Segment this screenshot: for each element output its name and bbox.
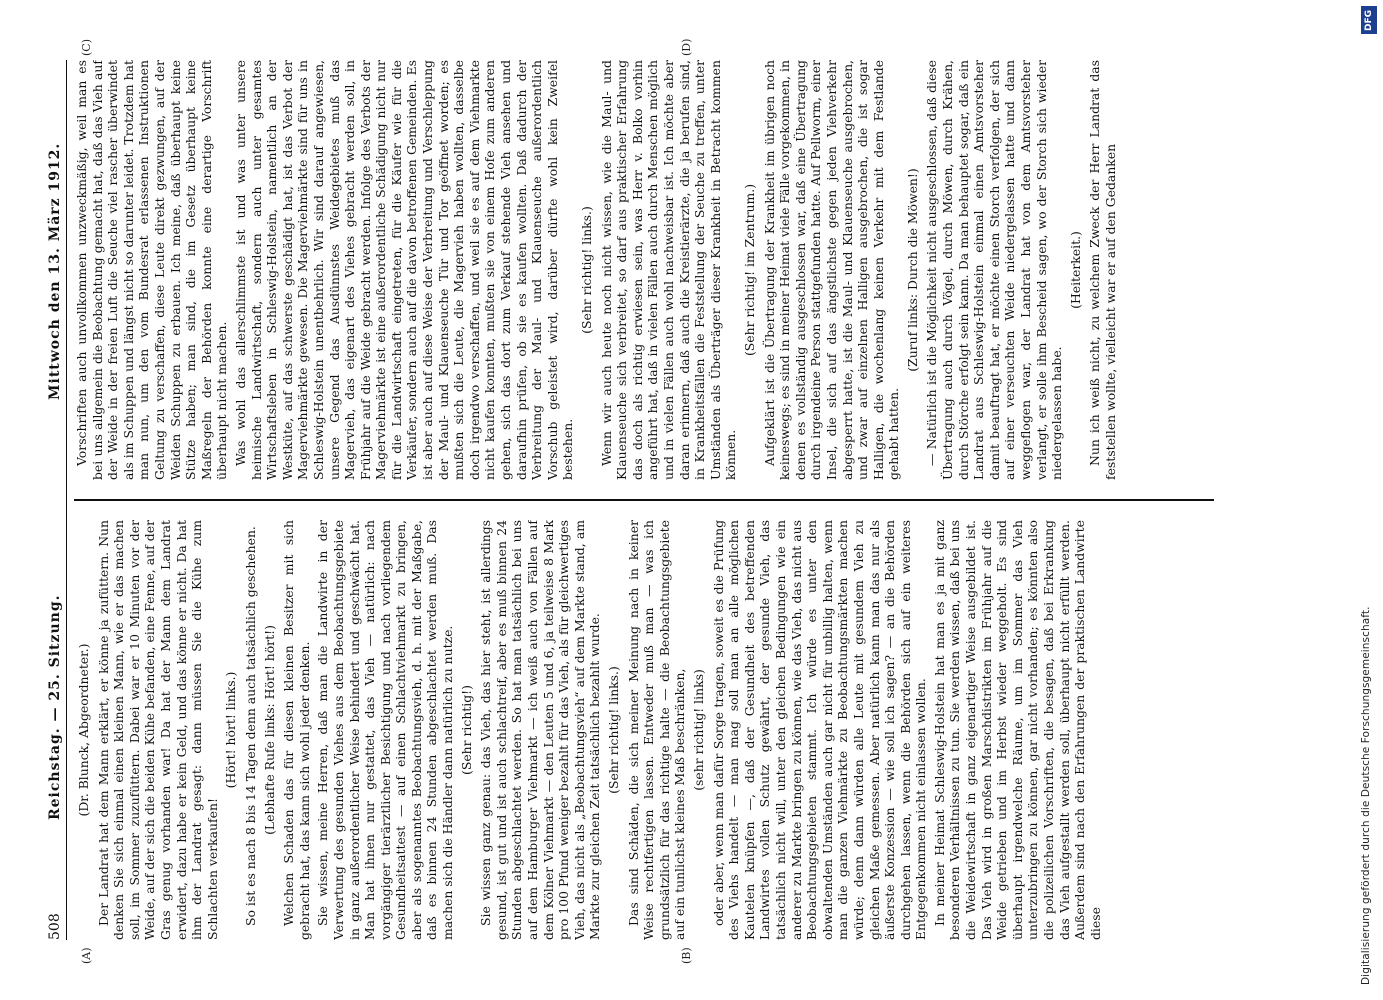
paragraph: Das sind Schäden, die sich meiner Meinung nach in keiner Weise rechtfertigen lassen. Entweder muß man — was ich grundsätzlich für das richtige halte — die Beobachtungsgebiete auf ein tunlichst kleines Maß beschränken, <box>625 520 688 940</box>
page-header <box>42 60 67 940</box>
paragraph: Sie wissen, meine Herren, daß man die Landwirte in der Verwertung des gesunden Viehes aus dem Beobachtungsgebiete in ganz außerordentlicher Weise behindert und geschwächt hat. Man hat ihnen nur gestattet, das Vieh — natürlich: nach vorgängiger tierärztlicher Besichtigung und nach vorliegendem Gesundheitsattest — auf einen Schlachtviehmarkt zu bringen, aber als sogenanntes Beobachtungsvieh, d. h. mit der Maßgabe, daß es binnen 24 Stunden abgeschlachtet werden muß. Das machen sich die Händler dann natürlich zu nutze. <box>315 520 456 940</box>
paragraph: Was wohl das allerschlimmste ist und was unter unsere heimische Landwirtschaft, sondern auch unter gesamtes Wirtschaftsleben in Schleswig-Holstein, namentlich an der Westküte, auf das schwerste geschädigt hat, ist das Verbot der Magerviehmärkte gewesen. Die Magerviehmärkte sind für uns in Schleswig-Holstein unentbehrlich. Wir sind darauf angewiesen, unsere Gegend das Ausdünnstes Weidegebietes muß das Magervieh, das eigenart des Viehes gebracht werden soll, in Frühjahr auf die Weide gebracht werden. Infolge des Verbots der Magerviehmärkte ist eine außerordentliche Schädigung nicht nur für die Landwirtschaft eingetreten, für die Käufer wie für die Verkäufer, sondern auch auf die davon betroffenen Gemeinden. Es ist aber auch auf diese Weise der Verbreitung und Verschleppung der Maul- und Klauenseuche Tür und Tor geöffnet worden; es mußten sich die Leute, die Magervieh haben wollten, dasselbe doch irgendwo verschaffen, und weil sie es auf dem Viehmarkte nicht kaufen konnten, mußten sie von einem Hofe zum anderen gehen, sich das dort zum Verkauf stehende Vieh ansehen und daraufhin prüfen, ob sie es kaufen wollten. Daß dadurch der Verbreitung der Maul- und Klauenseuche außerordentlich Vorschub geleistet wird, darüber dürfte wohl kein Zweifel bestehen. <box>232 60 576 480</box>
column-divider <box>74 499 1214 501</box>
interjection: (Zuruf links: Durch die Möwen!) <box>904 168 920 372</box>
paragraph: Vorschriften auch unvollkommen unzweckmäßig, weil man es bei uns allgemein die Beobachtung gemacht hat, daß das Vieh auf der Weide in der freien Luft die Seuche viel rascher überwindet als im Schuppen und längst nicht so darunter leidet. Trotzdem hat man nun, um den vom Bundesrat erlassenen Instruktionen Geltung zu verschaffen, diese Leute direkt gezwungen, auf der Weiden Schuppen zu erbauen. Ich meine, daß überhaupt keine Stütze haben; man sind, die im Gesetz überhaupt keine Maßregeln der Behörden konnte eine derartige Vorschrift überhaupt nicht machen. <box>74 60 230 480</box>
interjection: (sehr richtig! links) <box>690 669 706 791</box>
page-number: 508 <box>47 913 63 940</box>
paragraph: Sie wissen ganz genau: das Vieh, das hier steht, ist allerdings gesund, ist gut und ist auch schlachtreif, aber es muß binnen 24 Stunden abgeschlachtet werden. So hat man tatsächlich bei uns auf dem Hamburger Viehmarkt — ich weiß auch von Fällen auf dem Kölner Viehmarkt — den Leuten 5 und 6, ja teilweise 8 Mark pro 100 Pfund weniger bezahlt für das Vieh, als für gleichwertiges Vieh, das nicht als „Beobachtungsvieh“ auf dem Markte stand, am Markte zur gleichen Zeit tatsächlich bezahlt wurde. <box>478 520 603 940</box>
margin-marker-b: (B) <box>680 947 693 964</box>
paragraph: Welchen Schaden das für diesen kleinen Besitzer mit sich gebracht hat, das kann sich wohl jeder denken. <box>281 520 312 940</box>
interjection: (Lebhafte Rufe links: Hört! hört!) <box>261 625 277 835</box>
interjection: (Sehr richtig!) <box>458 685 474 775</box>
paragraph: oder aber, wenn man dafür Sorge tragen, soweit es die Prüfung des Viehs handelt — man mag soll man an alle möglichen Kautelen knüpfen —, daß der Gesundheit des betreffenden Landwirtes vollen Schutz gewährt, der gesunde Vieh, das tatsächlich nicht will, unter den gleichen Bedingungen wie ein anderer zu Markte bringen zu können, wie das Vieh, das nicht aus Beobachtungsgebieten stammt. Ich würde es unter den obwaltenden Umständen auch gar nicht für unbillig halten, wenn man die ganzen Viehmärkte zu Beobachtungsmärkten machen würde; denn dann würden alle Leute mit gesundem Vieh zu gleichen Maße gemessen. Aber natürlich kann man das nur als äußerste Konzession — wie soll ich sagen? — an die Behörden durchgehen lassen, wenn die Behörden sich auf ein weiteres Entgegenkommen nicht einlassen wollen. <box>710 520 929 940</box>
paragraph: Wenn wir auch heute noch nicht wissen, wie die Maul- und Klauenseuche sich verbreitet, so darf aus praktischer Erfahrung das doch als richtig erwiesen sein, was Herr v. Bolko vorhin angeführt hat, daß in vielen Fällen auch durch Menschen möglich und in vielen Fällen auch wohl nachweisbar ist. Ich möchte aber daran erinnern, daß auch die Kreistierärzte, die ja berufen sind, in Krankheitsfällen die Feststellung der Seuche zu treffen, unter Umständen als Überträger dieser Krankheit in Betracht kommen können. <box>598 60 739 480</box>
interjection: (Hört! hört! links.) <box>223 671 239 789</box>
margin-marker-c: (C) <box>80 39 93 56</box>
margin-marker-d: (D) <box>680 38 693 56</box>
interjection: (Heiterkeit.) <box>1067 231 1083 309</box>
interjection: (Sehr richtig! im Zentrum.) <box>741 183 757 357</box>
paragraph: Aufgeklärt ist die Übertragung der Krankheit im übrigen noch keineswegs; es sind in meiner Heimat viele Fälle vorgekommen, in denen es vollständig ausgeschlossen war, daß eine Übertragung durch irgendeine Person stattgefunden hatte. Auf Pellworm, einer Insel, die sich auf das ängstlichste gegen jeden Viehverkehr abgesperrt hatte, ist die Maul- und Klauenseuche ausgebrochen, und zwar auf einzelnen Halligen ausgebrochen, die ist sogar Halligen, die wochenlang keinen Verkehr mit dem Festlande gehabt hatten. <box>761 60 902 480</box>
text-column-right <box>74 60 1214 480</box>
dfg-logo: DFG <box>1361 6 1377 34</box>
header-right-title: Mittwoch den 13. März 1912. <box>47 142 63 400</box>
interjection: (Sehr richtig! links.) <box>606 666 621 794</box>
margin-marker-a: (A) <box>80 947 93 964</box>
digitization-credit: Digitalisierung gefördert durch die Deutsche Forschungsgemeinschaft. <box>1360 606 1372 985</box>
paragraph: Nun ich weiß nicht, zu welchem Zweck der Herr Landrat das feststellen wollte, vielleicht war er auf den Gedanken <box>1087 60 1118 480</box>
paragraph: Der Landrat hat dem Mann erklärt, er könne ja zufüttern. Nun denken Sie sich einmal einen kleinen Mann, wie er das machen soll, im Sommer zuzufüttern. Dabei war er 10 Minuten vor der Weide, auf der sich die beiden Kühe befanden, eine Fenne, auf der Gras genug vorhanden war! Da hat der Mann dem Landrat erwidert, dazu habe er kein Geld, und das könne er nicht. Da hat ihm der Landrat gesagt: dann müssen Sie die Kühe zum Schlachten verkaufen! <box>95 520 220 940</box>
speaker-line: (Dr. Blunck, Abgeordneter.) <box>76 643 91 817</box>
paragraph: So ist es nach 8 bis 14 Tagen denn auch tatsächlich geschehen. <box>242 526 258 926</box>
text-column-left <box>74 520 1214 940</box>
paragraph: In meiner Heimat Schleswig-Holstein hat man es ja mit ganz besonderen Verhältnissen zu tun. Sie werden wissen, daß bei uns die Weidewirtschaft in ganz eigenartiger Weise ausgebildet ist. Das Vieh wird in großen Marschdistrikten im Frühjahr auf die Weide getrieben und im Herbst wieder weggeholt. Es sind überhaupt irgendwelche Räume, um im Sommer das Vieh unterzubringen zu können, gar nicht vorhanden; es könnten also die polizeilichen Vorschriften, die besagen, daß bei Erkrankung das Vieh aufgestallt werden soll, überhaupt nicht erfüllt werden. Außerdem sind nach den Erfahrungen der praktischen Landwirte diese <box>931 520 1103 940</box>
paragraph: — Natürlich ist die Möglichkeit nicht ausgeschlossen, daß diese Übertragung auch durch Vögel, durch Möwen, durch Krähen, durch Störche erfolgt sein kann. Da man behauptet sogar, daß ein Landrat aus Schleswig-Holstein einmal einen Amtsvorsteher damit beauftragt hat, er möchte einen Storch verfolgen, der sich auf einer verseuchten Weide niedergelassen hatte und dann weggeflogen war, der Landrat hat von dem Amtsvorsteher verlangt, er solle ihm Bescheid sagen, wo der Storch sich wieder niedergelassen habe. <box>924 60 1065 480</box>
interjection: (Sehr richtig! links.) <box>579 206 594 334</box>
header-left-title: Reichstag. — 25. Sitzung. <box>47 594 63 820</box>
